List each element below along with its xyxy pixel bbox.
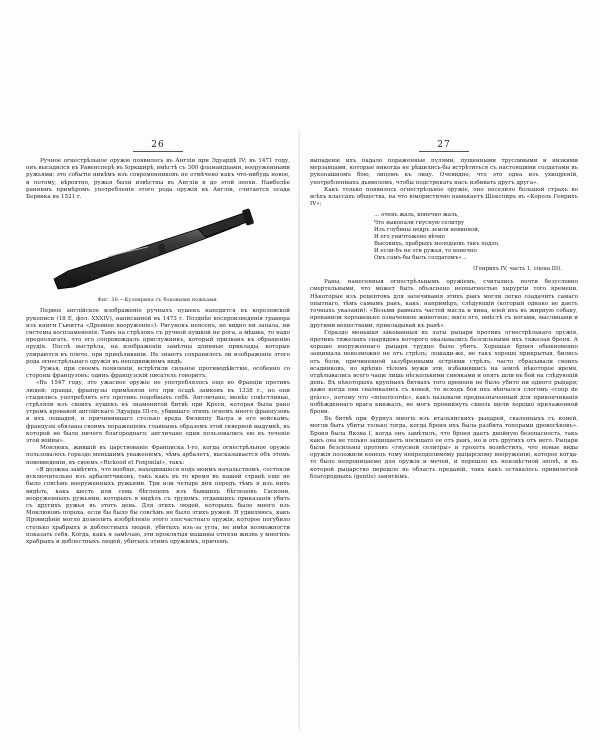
- left-body: [26, 158, 290, 546]
- paragraph: Ручное огнестрѣльное оружіе появилось въ Англіи при Эдуардѣ IV; въ 1471 году, онъ высадился въ Равенсперѣ въ Іоркширѣ, вмѣстѣ съ 300 фламандцами, вооруженными ружьями: это событіе никѣмъ изъ современниковъ не отмѣчено какъ что-нибудь новое, и потому, вѣроятно, ружья были извѣстны въ Англіи и до этой эпохи. Наиболѣе раннимъ примѣромъ употребленія этого рода оружія въ Англіи, считается осада Бервика въ 1521 г.: [26, 158, 290, 201]
- paragraph: Гораздо меньшая закованныя въ латы рыцари противъ огнестрѣльнаго оружія, противъ тяжелыхъ снарядовъ которого оказывались безсильными ихъ тяжелая броня. А хорошо вооруженнаго рыцаря трудно было убить. Хорошая броня обыкновенно защищала невозможно не отъ стрѣлъ; лошади-же, не такъ хорошо прикрытыя, бились отъ боли, причиненной зазубренными остріями стрѣлъ, часто сбрасывали своихъ всадниковъ, но крѣпко тѣломъ мужи эти, избавившись на землѣ нѣкоторое время, отдѣлывались всего чаще лишь нѣсколькими синяками и опять шли въ бой на слѣдующій день. Въ нѣкоторыхъ крупныхъ битвахъ того времени не было убито ни одного рыцаря; даже когда они сваливались съ коней, то исходъ боя ихъ вѣнчался слогомъ «coup de grâce», потому что «misericorde», какъ называли предназначенный для прикончиванія побѣжденнаго врага кинжалъ, не могъ проникнуть сквозь щели хорошо прилаженной брони.: [310, 329, 578, 415]
- poem-citation: (Генрихъ IV, часть 1, сцена III).: [473, 266, 562, 273]
- paragraph: Въ битвѣ при Фурнуэ многіе изъ итальянскихъ рыцарей, сваленныхъ съ коней, могли быть убиты только тогда, когда броня ихъ была разбита топорами дровосѣковъ». Броня была Якова I, когда онъ замѣтилъ, что броня даетъ двойную безопасность, такъ какъ она не только защищаетъ носящаго ее отъ ранъ, но и отъ другихъ отъ него. Рыцари были безсильны противъ «гнусной селитры» и грохотъ возвѣстилъ, что новые виды оружія положили конецъ тому непреодолимому рыцарскому вооруженію, которое когда-то было непроницаемо для оружія и мечей, и перешло къ неизвѣстной эпохѣ, и въ которой рыцарство перешло въ область преданій, такъ какъ оставалось привилегіей благородныхъ (gentle) занятіемъ.: [310, 416, 578, 480]
- paragraph: выпаденіе ихъ падало пораженные пулями, пущенными трусливыми и низкими мерзавцами, которые никогда не рѣшились-бы встрѣтиться съ настоящими солдатами въ рукопашномъ бою, лицомъ къ лицу. Очевидно, что это одна изъ ухищреній, употребленныхъ дьяволомъ, чтобы подстрекать насъ избивать другъ друга».: [310, 158, 578, 186]
- page-number-right: [310, 140, 578, 152]
- paragraph: Раны, нанесенныя огнестрѣльнымъ оружіемъ, считались почти безусловно смертельными, что может быть объяснено неопытностью хирургіи того времени. Нѣкоторые изъ рецептовъ для залечиванія этихъ ранъ могли легко озадачить самаго опытнаго, тѣмъ самымъ ранъ, какъ, напримѣръ, слѣдующій (который однако не даетъ точныхъ указаній): «Возьми равныхъ частей масла и вина, влей ихъ въ жирную собаку, прованили хорошенько означенное животное; мясо его, вмѣстѣ съ ногами, маслинами и другими веществами, прикладывай къ ранѣ».: [310, 279, 578, 329]
- figure-caption: Фиг. 30.—Кулеврина съ боковыми ножками.: [97, 298, 219, 304]
- figure-culverin: [26, 205, 290, 295]
- header-rule: [133, 151, 183, 152]
- page-number-text: 27: [437, 140, 451, 150]
- poem-line: … очень жаль, конечно жаль,: [374, 212, 460, 219]
- paragraph: Ружья, при своемъ появленіи, встрѣтили сильное противодѣйствіе, особенно со стороны французовъ; одинъ французскій писатель говоритъ:: [26, 366, 290, 380]
- poem-excerpt: [374, 212, 578, 262]
- culverin-illustration: [48, 207, 258, 293]
- quote-paragraph: «Я должна замѣтить, что вообще, находившіеся подъ моимъ начальствомъ, состояли исключительно изъ арбалетчиковъ, такъ какъ въ то время въ нашей странѣ еще не было совсѣмъ вооруженныхъ ружьями. Три или четыре дня передъ тѣмъ я изъ нихъ видѣлъ, какъ шесть или семь бѣглецовъ изъ бывшихъ бѣглецовъ Гаскони, вооруженныхъ ружьями, которыхъ я видѣлъ съ трудомъ, отдавшихъ приказанія убить съ другихъ ружья въ этотъ день. Для этихъ людей, которыхъ было много изъ Монлюковъ пороха, если бы было бы совсѣмъ не было этихъ ружей. Я удивляюсь, какъ Провидѣніе могло дозволить изобрѣтеніе этого злосчастнаго оружія, которое погубило столько храбрыхъ и доблестныхъ людей, убитыхъ изъ-за угла, не имѣя возможности показать себя. Когда, какъ я замѣчаю, эти проклятыя машины отняли жизнь у многихъ храбрыхъ и доблестныхъ людей, убитыхъ этимъ оружіемъ, причемъ: [26, 466, 290, 545]
- poem-line: И если-бъ не эти ружья, то конечно: [374, 247, 477, 254]
- paragraph: Какъ только появилось огнестрѣльное оружіе, оно поселило большой страхъ во всѣхъ классахъ общества, на что юмористично намекаетъ Шекспиръ въ «Король Генрихъ IV»:: [310, 186, 578, 208]
- paragraph: Монлюкъ, жившій въ царствованіе Франциска I-го, когда огнестрѣльное оружіе пользовалось гораздо меньшимъ уваженіемъ, чѣмъ арбалетъ, высказывается объ этомъ нововведеніи, въ своемъ «Rickood et Fonjonlat», такъ:: [26, 445, 290, 466]
- poem-line: Что выкопали гнусную селитру: [374, 219, 465, 226]
- poem-line: Изъ глубины недръ земли невинной,: [374, 226, 480, 233]
- page-number-left: [26, 140, 290, 152]
- header-rule: [419, 151, 469, 152]
- poem-line: Онъ самъ-бы былъ солдатомъ»…: [374, 254, 467, 261]
- poem-line: И его уничтожено вѣчно: [374, 233, 445, 240]
- right-page: [300, 0, 600, 750]
- paragraph: Первое англійское изображеніе ручныхъ пушекъ находится въ королевской рукописи (18 E, фол. XXXIV), написанной въ 1473 г. Позднѣе воспроизведенія гравюра изъ книги Гьюитта «Древнее вооруженіе»). Рисунокъ неясенъ, не видно ни запала, ни системы воспламененія. Тамъ на стрѣлокъ съ ручной пушкой не рога, а мѣшка, то надо предполагать, что его сопровождалъ прислужникъ, который призванъ къ обращенію орудія. Послѣ выстрѣла, на изображеніи замѣтны длинные приклады, которые упираются въ плечо, при прицѣливаніи. Не знаютъ сохранилось ли изображеніе этого рода огнестрѣльнаго оружія въ неподвижномъ видѣ.: [26, 308, 290, 365]
- quote-paragraph: «Въ 1547 году, это ужасное оружіе не употреблялось еще во Франціи противъ людей; правда, французы примѣняли его при осадѣ замковъ въ 1338 г., но они стыдились употреблять его противъ подобныхъ себѣ. Англичане, менѣе совѣстливые, стрѣляли изъ своихъ пушекъ въ знаменитой битвѣ при Креси, которая была рано утромъ кровавой англійскаго Эдуарда III-го, убившаго этимъ огнемъ много французовъ и ихъ лошадей, и причинившаго столько вреда Филиппу Валуа и его войскамъ; французы обязаны своимъ пораженіемъ главнымъ образомъ этой скверной выдумкѣ, въ которой не было ничего благороднаго; англичане одни пользовались ею въ теченіе этой войны».: [26, 380, 290, 445]
- right-body: [310, 158, 578, 481]
- poem-line: Высокихъ, храбрыхъ молодцовъ такъ подло,: [374, 240, 500, 247]
- page-number-text: 26: [151, 140, 165, 150]
